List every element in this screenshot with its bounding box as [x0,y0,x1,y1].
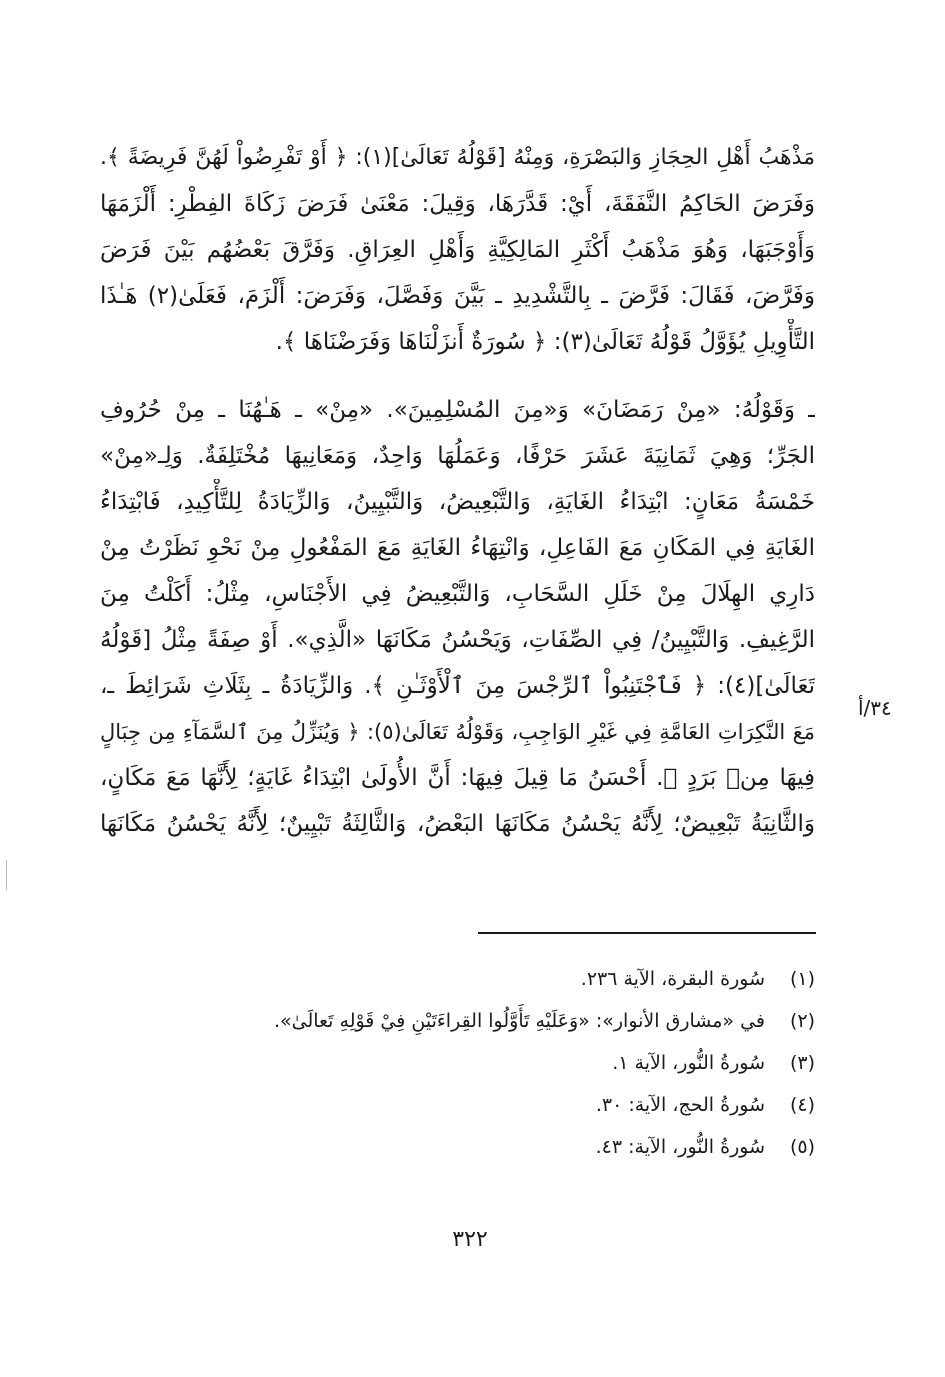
text-line: الغَايَةِ فِي المَكَانِ مَعَ الفَاعِلِ، وَانْتِهَاءُ الغَايَةِ مَعَ المَفْعُولِ مِنْ نَحْوِ نَظَرْتُ مِنْ [100,535,815,561]
footnote-text: في «مشارق الأنوار»: «وَعَلَيْهِ تَأَوَّلُوا القِراءَتَيْنِ فِيْ قَوْلِهِ تَعالَىٰ». [273,1010,765,1032]
footnote [273,1000,815,1042]
text-line: ـ وَقَوْلُهُ: «مِنْ رَمَضَانَ» وَ«مِنَ المُسْلِمِينَ». «مِنْ» ـ هَـٰهُنَا ـ مِنْ حُرُوفِ [100,397,815,423]
footnote-number: (٤) [789,1094,815,1116]
footnotes [273,958,815,1168]
footnote-text: سُورة البقرة، الآية ٢٣٦. [580,968,765,990]
paragraph-gap [100,365,815,387]
footnote [300,1042,815,1084]
paragraph-1 [100,135,815,365]
footnote-text: سُورةُ النُّور، الآية ١. [612,1052,765,1074]
text-line: الجَرِّ؛ وَهِيَ ثَمَانِيَةَ عَشَرَ حَرْفًا، وَعَمَلُهَا وَاحِدٌ، وَمَعَانِيهَا مُخْتَلِفَةٌ. وَلِـ«مِنْ» [100,443,815,469]
paragraph-2 [100,387,815,847]
margin-mark [6,860,7,890]
footnote-number: (٢) [789,1010,815,1032]
footnote [300,1126,815,1168]
text-line: مَذْهَبُ أَهْلِ الحِجَازِ وَالبَصْرَةِ، وَمِنْهُ [قَوْلُهُ تَعَالَىٰ](١): ﴿ أَوْ تَفْرِضُواْ لَهُنَّ فَرِيضَةً ﴾. [100,145,815,170]
text-line: خَمْسَةُ مَعَانٍ: ابْتِدَاءُ الغَايَةِ، وَالتَّبْعِيضُ، وَالتَّبْيِينُ، وَالزِّيَادَةُ لِلتَّأْكِيدِ، فَابْتِدَاءُ [100,489,815,515]
main-text [100,135,815,847]
text-line: تَعَالَىٰ](٤): ﴿ فَٱجْتَنِبُواْ ٱلرِّجْسَ مِنَ ٱلْأَوْثَـٰنِ ﴾. وَالزِّيَادَةُ ـ بِثَلَاثِ شَرَائِطَ ـ، [100,673,815,699]
footnote [300,958,815,1000]
footnote [300,1084,815,1126]
footnote-number: (١) [789,968,815,990]
text-line: التَّأْوِيلِ يُؤَوَّلُ قَوْلُهُ تَعَالَىٰ(٣): ﴿ سُورَةٌ أَنزَلْنَاهَا وَفَرَضْنَاهَا ﴾. [275,329,815,355]
footnote-separator [478,932,816,934]
text-line: دَارِي الهِلَالَ مِنْ خَلَلِ السَّحَابِ، وَالتَّبْعِيضُ فِي الأَجْنَاسِ، مِثْلُ: أَكَلْتُ مِنَ [100,581,815,607]
page-number: ٣٢٢ [452,1227,488,1252]
manuscript-folio-note: ٣٤/أ [858,696,892,720]
text-line: الرَّغِيفِ. وَالتَّبْيِينُ/ فِي الصِّفَاتِ، وَيَحْسُنُ مَكَانَهَا «الَّذِي». أَوْ صِفَةً مِثْلُ [قَوْلُهُ [100,627,815,653]
footnote-text: سُورةُ النُّور، الآية: ٤٣. [595,1136,765,1158]
text-line: وَأَوْجَبَهَا، وَهُوَ مَذْهَبُ أَكْثَرِ المَالِكِيَّةِ وَأَهْلِ العِرَاقِ. وَفَرَّقَ بَعْضُهُم بَيْنَ فَرَضَ [100,237,815,263]
footnote-number: (٥) [789,1136,815,1158]
footnote-number: (٣) [789,1052,815,1074]
text-line: مَعَ النَّكِرَاتِ العَامَّةِ فِي غَيْرِ الوَاجِبِ، وَقَوْلُهُ تَعَالَىٰ(٥): ﴿ وَيُنَزِّلُ مِنَ ٱلسَّمَآءِ مِن جِبَالٍ [100,720,815,744]
text-line: وَفَرَّضَ، فَقَالَ: فَرَّضَ ـ بِالتَّشْدِيدِ ـ بَيَّنَ وَفَصَّلَ، وَفَرَضَ: أَلْزَمَ، فَعَلَىٰ(٢) هَـٰذَا [100,283,815,309]
footnote-text: سُورةُ الحج، الآية: ٣٠. [595,1094,765,1116]
text-line: فِيهَا مِنۢ بَرَدٍ ﴾. أَحْسَنُ مَا قِيلَ فِيهَا: أَنَّ الأُولَىٰ ابْتِدَاءُ غَايَةٍ؛ لِأَنَّهَا مَعَ مَكَانٍ، [100,765,815,791]
text-line: وَالثَّانِيَةُ تَبْعِيضٌ؛ لِأَنَّهُ يَحْسُنُ مَكَانَهَا البَعْضُ، وَالثَّالِثَةُ تَبْيِينٌ؛ لِأَنَّهُ يَحْسُنُ مَكَانَهَا [100,811,815,837]
text-line: وَفَرَضَ الحَاكِمُ النَّفَقَةَ، أَيْ: قَدَّرَهَا، وَقِيلَ: مَعْنَىٰ فَرَضَ زَكَاةَ الفِطْرِ: أَلْزَمَهَا [100,191,815,217]
